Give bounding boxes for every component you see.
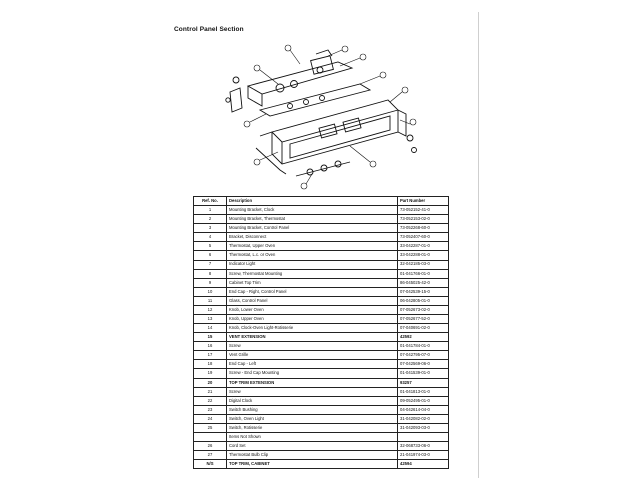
part-number-cell: 32-042185-03-0 (398, 260, 449, 269)
description-cell: Vent Grille (227, 351, 398, 360)
ref-cell: 2 (194, 215, 227, 224)
part-number-cell: 42592 (398, 333, 449, 342)
part-number-cell: 04-042614-04-0 (398, 405, 449, 414)
description-cell: Digital Clock (227, 396, 398, 405)
ref-cell: 7 (194, 260, 227, 269)
description-cell: VENT EXTENSION (227, 333, 398, 342)
table-row (194, 315, 449, 324)
table-row (194, 433, 449, 442)
ref-cell: 16 (194, 342, 227, 351)
ref-cell: 6 (194, 251, 227, 260)
part-number-cell: 33-042288-01-0 (398, 251, 449, 260)
description-cell: Indicator Light (227, 260, 398, 269)
table-row (194, 305, 449, 314)
part-number-cell: 07-040691-02-0 (398, 324, 449, 333)
ref-cell: 12 (194, 305, 227, 314)
part-number-cell: 73-052407-60-0 (398, 233, 449, 242)
ref-cell: 20 (194, 378, 227, 387)
description-cell: Mounting Bracket, Thermostat (227, 215, 398, 224)
description-cell: Glass, Control Panel (227, 296, 398, 305)
description-cell: TOP TRIM, CABINET (227, 460, 398, 469)
ref-cell: 10 (194, 287, 227, 296)
parts-sheet (160, 12, 479, 478)
ref-cell: 27 (194, 451, 227, 460)
column-header-description: Description (227, 197, 398, 206)
description-cell: Cabinet Top Trim (227, 278, 398, 287)
ref-cell: 26 (194, 442, 227, 451)
part-number-cell: 07-042539-15-0 (398, 287, 449, 296)
description-cell: Knob, Clock-Oven Light-Rotisserie (227, 324, 398, 333)
description-cell: Items Not Shown (227, 433, 398, 442)
description-cell: Thermostat, Upper Oven (227, 242, 398, 251)
part-number-cell: 31-042082-02-0 (398, 414, 449, 423)
table-row (194, 360, 449, 369)
table-row (194, 296, 449, 305)
table-row (194, 442, 449, 451)
table-row (194, 242, 449, 251)
ref-cell: 13 (194, 315, 227, 324)
part-number-cell: 07-042795-07-0 (398, 351, 449, 360)
part-number-cell: 93257 (398, 378, 449, 387)
ref-cell (194, 433, 227, 442)
table-row (194, 460, 449, 469)
description-cell: Screw (227, 387, 398, 396)
table-row (194, 233, 449, 242)
column-header-part-number: Part Number (398, 197, 449, 206)
description-cell: Screw - End Cap Mounting (227, 369, 398, 378)
table-row (194, 215, 449, 224)
part-number-cell: 01-041813-01-0 (398, 387, 449, 396)
ref-cell: 5 (194, 242, 227, 251)
table-row (194, 287, 449, 296)
part-number-cell: 21-041974-03-0 (398, 451, 449, 460)
part-number-cell: 31-042093-03-0 (398, 423, 449, 432)
parts-table (193, 196, 449, 469)
table-row (194, 324, 449, 333)
part-number-cell: 07-052673-02-0 (398, 305, 449, 314)
table-row (194, 251, 449, 260)
description-cell: End Cap - Right, Control Panel (227, 287, 398, 296)
ref-cell: 1 (194, 206, 227, 215)
description-cell: TOP TRIM EXTENSION (227, 378, 398, 387)
ref-cell: 23 (194, 405, 227, 414)
part-number-cell: 07-052677-52-0 (398, 315, 449, 324)
table-row (194, 396, 449, 405)
description-cell: Screw, Thermostat Mounting (227, 269, 398, 278)
description-cell: Thermostat Bulb Clip (227, 451, 398, 460)
ref-cell: 4 (194, 233, 227, 242)
description-cell: Switch Bushing (227, 405, 398, 414)
description-cell: Knob, Lower Oven (227, 305, 398, 314)
ref-cell: 25 (194, 423, 227, 432)
description-cell: Screw (227, 342, 398, 351)
table-row (194, 451, 449, 460)
part-number-cell: 32-068733-06-0 (398, 442, 449, 451)
description-cell: Switch, Oven Light (227, 414, 398, 423)
ref-cell: 22 (194, 396, 227, 405)
description-cell: Mounting Bracket, Control Panel (227, 224, 398, 233)
ref-cell: 9 (194, 278, 227, 287)
table-row (194, 414, 449, 423)
page-title: Control Panel Section (174, 26, 244, 33)
table-row (194, 405, 449, 414)
table-row (194, 378, 449, 387)
column-header-ref: Ref. No. (194, 197, 227, 206)
table-row (194, 278, 449, 287)
part-number-cell: 01-041766-01-0 (398, 269, 449, 278)
part-number-cell: 73-052268-60-0 (398, 224, 449, 233)
part-number-cell: 42594 (398, 460, 449, 469)
description-cell: Knob, Upper Oven (227, 315, 398, 324)
ref-cell: 19 (194, 369, 227, 378)
ref-cell: 17 (194, 351, 227, 360)
ref-cell: 8 (194, 269, 227, 278)
ref-cell: 24 (194, 414, 227, 423)
description-cell: Switch, Rotisserie (227, 423, 398, 432)
table-row (194, 387, 449, 396)
table-row (194, 260, 449, 269)
part-number-cell: 73-052152-41-0 (398, 206, 449, 215)
table-row (194, 224, 449, 233)
ref-cell: 11 (194, 296, 227, 305)
part-number-cell: 06-042805-01-0 (398, 296, 449, 305)
part-number-cell (398, 433, 449, 442)
description-cell: Mounting Bracket, Clock (227, 206, 398, 215)
table-row (194, 206, 449, 215)
ref-cell: 18 (194, 360, 227, 369)
parts-table-body (194, 206, 449, 469)
part-number-cell: 07-042569-06-0 (398, 360, 449, 369)
table-row (194, 342, 449, 351)
table-row (194, 333, 449, 342)
description-cell: Thermostat, L.c. or Oven (227, 251, 398, 260)
table-header-row (194, 197, 449, 206)
table-row (194, 269, 449, 278)
ref-cell: 21 (194, 387, 227, 396)
description-cell: Bracket, Disconnect (227, 233, 398, 242)
part-number-cell: 09-052495-01-0 (398, 396, 449, 405)
ref-cell: N/S (194, 460, 227, 469)
table-row (194, 351, 449, 360)
part-number-cell: 86-045025-42-0 (398, 278, 449, 287)
part-number-cell: 01-041539-01-0 (398, 369, 449, 378)
part-number-cell: 73-052153-02-0 (398, 215, 449, 224)
table-row (194, 369, 449, 378)
part-number-cell: 01-041784-01-0 (398, 342, 449, 351)
ref-cell: 3 (194, 224, 227, 233)
description-cell: Cord Set (227, 442, 398, 451)
table-row (194, 423, 449, 432)
ref-cell: 14 (194, 324, 227, 333)
ref-cell: 15 (194, 333, 227, 342)
part-number-cell: 33-042287-01-0 (398, 242, 449, 251)
description-cell: End Cap - Left (227, 360, 398, 369)
exploded-parts-diagram (220, 40, 420, 190)
